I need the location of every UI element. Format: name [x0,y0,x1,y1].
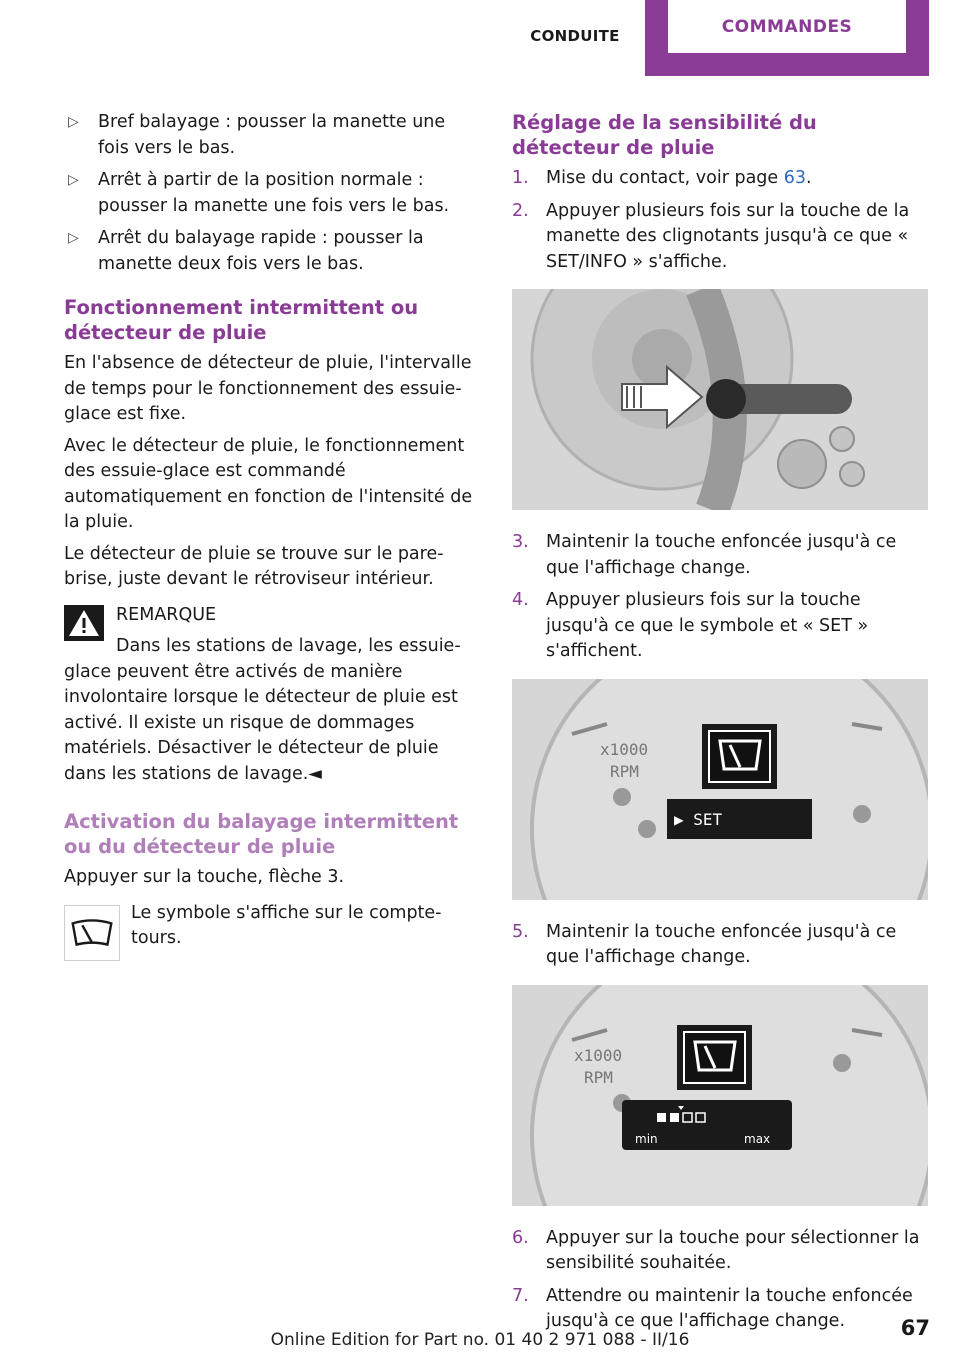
heading-intermittent: Fonctionnement intermittent ou détecteur de pluie [64,296,419,344]
warning-heading: REMARQUE [116,604,217,625]
bullet-item: ▷ Bref balayage : pousser la manette une fois vers le bas. [68,112,446,158]
steps-list [512,530,928,665]
bullet-list [64,110,476,277]
header-chapter: COMMANDES [668,0,906,53]
figure-sensitivity-display [512,985,928,1206]
step-item: 4. Appuyer plusieurs fois sur la touche jusqu'à ce que le symbole et « SET » s'affichent. [512,590,869,661]
triangle-bullet-icon: ▷ [68,172,79,188]
page-number: 67 [900,1316,930,1340]
display-set-text: ▶ SET [674,809,723,829]
bullet-item: ▷ Arrêt du balayage rapide : pousser la manette deux fois vers le bas. [68,228,424,274]
rpm-unit-label: RPM [584,1067,613,1087]
tachometer-set-illustration [512,679,928,900]
symbol-text: Le symbole s'affiche sur le compte-tours. [131,902,442,948]
heading-activation: Activation du balayage intermittent ou du détecteur de pluie [64,810,459,858]
steps-list [512,920,928,971]
footer-edition: Online Edition for Part no. 01 40 2 971 088 - II/16 [270,1330,690,1350]
figure-turn-signal-stalk [512,289,928,510]
symbol-block [64,901,476,961]
warning-block [64,603,476,788]
tachometer-sensitivity-illustration [512,985,928,1206]
max-label: max [744,1131,771,1146]
bullet-item: ▷ Arrêt à partir de la position normale : pousser la manette une fois vers le bas. [68,170,450,216]
right-column [512,110,928,1342]
step-item: 2. Appuyer plusieurs fois sur la touche de la manette des clignotants jusqu'à ce que « SET/INFO » s'affiche. [512,200,910,272]
steps-list [512,1226,928,1335]
step-item: 6. Appuyer sur la touche pour sélectionner la sensibilité souhaitée. [512,1227,920,1273]
warning-text-first-line: Dans les stations de lavage, les essuie- [116,636,461,656]
min-label: min [635,1131,658,1146]
steps-list [512,166,928,275]
wiper-symbol-icon [64,905,120,961]
triangle-bullet-icon: ▷ [68,230,79,246]
warning-text: glace peuvent être activés de manière involontaire lorsque le détecteur de pluie est activé. Il existe un risque de dommages matériels. Désactiver le détecteur de pluie dans les stations de lavage.◄ [64,661,458,784]
heading-sensitivity: Réglage de la sensibilité du détecteur de pluie [512,111,817,159]
step-item: 3. Maintenir la touche enfoncée jusqu'à ce que l'affichage change. [512,532,897,578]
warning-icon [64,605,104,641]
paragraph: Appuyer sur la touche, flèche 3. [64,867,345,887]
page-link[interactable]: 63 [783,168,807,188]
step-item: 5. Maintenir la touche enfoncée jusqu'à ce que l'affichage change. [512,921,897,967]
stalk-illustration [512,289,928,510]
paragraph: Avec le détecteur de pluie, le fonctionnement des essuie-glace est commandé automatiquement en fonction de l'intensité de la pluie. [64,435,473,532]
triangle-bullet-icon: ▷ [68,114,79,130]
rpm-scale-label: x1000 [600,739,649,759]
step-item: 1. Mise du contact, voir page 63. [512,168,812,188]
left-column [64,110,476,961]
rpm-scale-label: x1000 [574,1045,623,1065]
step-item: 7. Attendre ou maintenir la touche enfoncée jusqu'à ce que l'affichage change. [512,1285,913,1331]
rpm-unit-label: RPM [610,761,639,781]
figure-set-display [512,679,928,900]
paragraph: Le détecteur de pluie se trouve sur le pare-brise, juste devant le rétroviseur intérieur. [64,543,444,589]
paragraph: En l'absence de détecteur de pluie, l'intervalle de temps pour le fonctionnement des essuie-glace est fixe. [64,353,472,424]
header-section: CONDUITE [530,27,620,45]
